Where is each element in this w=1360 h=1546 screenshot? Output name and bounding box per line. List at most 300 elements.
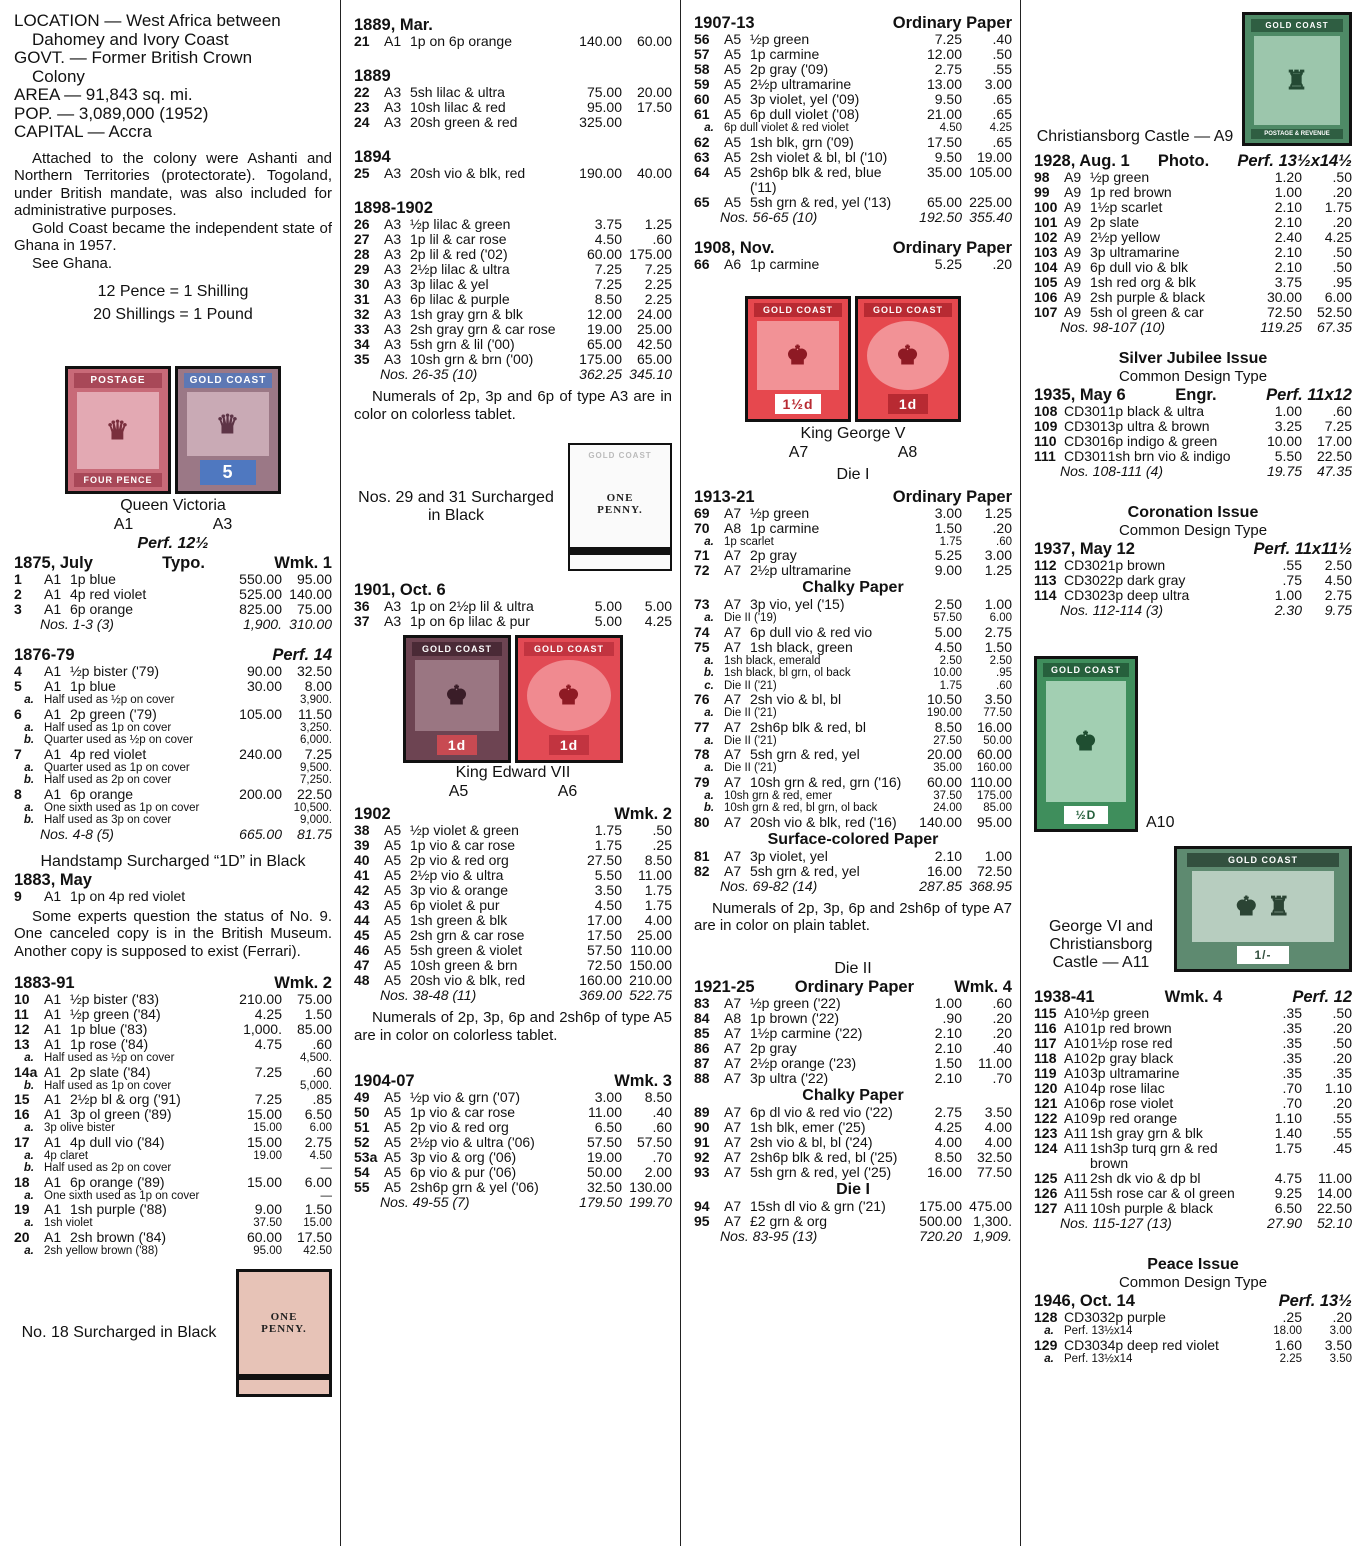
used-value: .40	[992, 1039, 1012, 1056]
variety-description: Half used as 1p on cover	[44, 721, 172, 734]
column-4	[1034, 0, 1352, 1546]
variety-description: 6p dull violet & red violet	[724, 122, 849, 134]
stamp-row	[1034, 245, 1352, 260]
unused-value: .35	[1282, 1050, 1302, 1066]
stamp-description: 2sh vio & bl, bl	[750, 691, 842, 707]
issue-header: 1901, Oct. 6	[354, 581, 446, 599]
stamp-row	[694, 165, 1012, 195]
used-value: 2.00	[644, 1164, 672, 1180]
column-2	[354, 0, 672, 1546]
unused-value: 37.50	[253, 1217, 282, 1229]
used-value: .20	[992, 255, 1012, 272]
stamp-table	[1034, 1006, 1352, 1231]
unused-value: 15.00	[246, 1133, 282, 1150]
stamp-description: 2p vio & red org	[410, 1119, 509, 1135]
unused-value: 8.50	[594, 291, 622, 307]
design-type: A3	[384, 321, 402, 337]
catalog-number: 95	[694, 1212, 710, 1229]
stamp-table	[1034, 404, 1352, 479]
variety-description: 1sh black, emerald	[724, 654, 821, 667]
used-value	[282, 889, 332, 904]
stamp-bottom-label: POSTAGE & REVENUE	[1251, 129, 1343, 139]
unused-value: 325.00	[579, 114, 622, 130]
design-type: A5	[384, 822, 402, 838]
unused-value: 1,000.	[243, 1021, 282, 1037]
unused-value: 5.25	[934, 547, 962, 563]
stamp-row	[354, 322, 672, 337]
used-value: .20	[1332, 214, 1352, 230]
catalog-number: a.	[1044, 1325, 1054, 1337]
unused-value: 4.25	[254, 1006, 282, 1022]
stamp-row	[1034, 305, 1352, 320]
design-type: A9	[1064, 229, 1082, 245]
used-value: 1.25	[644, 216, 672, 232]
stamp-description: 2p vio & red org	[410, 852, 509, 868]
catalog-number: a.	[24, 1217, 34, 1229]
catalog-number: 25	[354, 165, 370, 181]
issue-title: Coronation Issue	[1127, 504, 1259, 521]
stamp-row	[1034, 558, 1352, 573]
total-label: Nos. 49-55 (7)	[380, 1194, 470, 1210]
catalog-number: 18	[14, 1173, 30, 1190]
used-value: 6.50	[304, 1106, 332, 1122]
used-value: 81.75	[296, 825, 332, 842]
catalog-number: b.	[23, 734, 35, 746]
used-value: 60.00	[636, 33, 672, 49]
stamp-row	[1034, 1096, 1352, 1111]
catalog-number: 122	[1034, 1110, 1058, 1126]
stamp-description: 1p blue ('83)	[70, 1021, 148, 1037]
used-value: 42.50	[636, 336, 672, 352]
stamp-description: 20sh vio & blk, red	[410, 972, 526, 988]
design-type: CD302	[1064, 587, 1108, 603]
stamp-description: ½p vio & grn ('07)	[410, 1089, 521, 1105]
catalog-number: 124	[1034, 1140, 1058, 1156]
design-type: A1	[44, 1021, 62, 1037]
stamp-row	[14, 1022, 332, 1037]
stamp-table	[1034, 558, 1352, 618]
catalog-number: a.	[24, 801, 34, 814]
design-type: A7	[724, 813, 742, 830]
design-type: A7	[724, 862, 742, 879]
design-type: A7	[724, 1069, 742, 1086]
catalog-number: 123	[1034, 1125, 1058, 1141]
design-type: CD302	[1064, 557, 1108, 573]
variety-row	[14, 694, 332, 707]
variety-description: Die II ('21)	[724, 679, 777, 692]
unused-value: 30.00	[1266, 289, 1302, 305]
stamp-row	[14, 1037, 332, 1052]
unused-value: .75	[1282, 572, 1302, 588]
unused-value: 287.85	[919, 877, 962, 894]
stamp-row	[694, 77, 1012, 92]
design-type: A1	[44, 745, 62, 762]
stamp-table	[354, 823, 672, 1003]
stamp-image-a5	[403, 635, 511, 763]
design-type: A7	[724, 691, 742, 707]
catalog-number: 121	[1034, 1095, 1058, 1111]
stamp-row	[694, 1011, 1012, 1026]
unused-value: 7.25	[254, 1063, 282, 1080]
design-type: A10	[1064, 1065, 1089, 1081]
design-type: A7	[724, 638, 742, 655]
unused-value: 2.25	[1279, 1352, 1302, 1365]
design-type: A1	[44, 785, 62, 802]
used-value: 65.00	[636, 351, 672, 367]
catalog-number: 4	[14, 663, 22, 679]
catalog-number: 3	[14, 601, 22, 617]
variety-row	[694, 612, 1012, 625]
stamp-top-label: GOLD COAST	[184, 373, 272, 388]
variety-row	[14, 814, 332, 827]
catalog-number: 9	[14, 887, 22, 904]
unused-value: 37.50	[933, 789, 962, 802]
catalog-number: 37	[354, 613, 370, 629]
catalog-number: 2	[14, 586, 22, 602]
stamp-description: 1sh red org & blk	[1090, 274, 1196, 290]
design-type: A5	[384, 927, 402, 943]
stamp-row	[14, 1065, 332, 1080]
stamp-description: 2sh purple & black	[1090, 289, 1206, 305]
used-value: .20	[992, 519, 1012, 536]
stamp-row	[1034, 419, 1352, 434]
variety-row	[14, 734, 332, 747]
unused-value: 57.50	[586, 942, 622, 958]
note-paragraph: Numerals of 2p, 3p, 6p and 2sh6p of type A7 are in color on plain tablet.	[694, 899, 1012, 934]
used-value: 52.10	[1316, 1215, 1352, 1231]
stamp-description: 1p rose ('84)	[70, 1036, 149, 1052]
catalog-number: 114	[1034, 587, 1057, 603]
issue-title: Silver Jubilee Issue	[1118, 350, 1268, 367]
catalog-number: 49	[354, 1089, 370, 1105]
used-value: 22.50	[1316, 1200, 1352, 1216]
stamp-description: 10sh lilac & red	[410, 99, 506, 115]
design-type: A3	[384, 291, 402, 307]
stamp-row	[1034, 1171, 1352, 1186]
stamp-value: 1½d	[775, 394, 821, 414]
used-value: 2.25	[644, 276, 672, 292]
used-value: 11.00	[638, 867, 672, 883]
stamp-description: 1p carmine	[750, 255, 820, 272]
stamp-table	[354, 85, 672, 130]
stamp-row	[1034, 1201, 1352, 1216]
stamp-description: 2p gray black	[1090, 1050, 1174, 1066]
used-value: 110.00	[970, 773, 1012, 790]
stamp-description: 2sh6p blk & red, bl ('25)	[750, 1148, 898, 1165]
used-value: 77.50	[976, 1163, 1012, 1180]
design-type: A1	[44, 887, 62, 904]
stamp-table	[694, 849, 1012, 894]
used-value: .60	[1332, 403, 1352, 419]
unused-value: 17.50	[586, 927, 622, 943]
stamp-description: 1p on 6p orange	[410, 33, 512, 49]
stamp-description: 6p indigo & green	[1107, 433, 1218, 449]
king-portrait-icon: ♚	[415, 660, 499, 731]
stamp-description: 1sh gray grn & blk	[410, 306, 523, 322]
variety-description: Die II ('21)	[724, 734, 777, 747]
stamp-row	[354, 853, 672, 868]
note-paragraph: Some experts question the status of No. 9. One canceled copy is in the British Museum. Another copy is supposed to exist (Ferrari).	[14, 907, 332, 960]
design-type: A3	[384, 114, 402, 130]
used-value: 4.50	[1324, 572, 1352, 588]
stamp-description: 1sh green & blk	[410, 912, 508, 928]
unused-value: 140.00	[579, 33, 622, 49]
catalog-number: 85	[694, 1024, 710, 1041]
issue-header: 1921-25 Ordinary Paper Wmk. 4	[694, 977, 1012, 996]
variety-description: Quarter used as 1p on cover	[44, 761, 190, 774]
design-type: A9	[1064, 244, 1082, 260]
stamp-row	[694, 597, 1012, 612]
catalog-number: 115	[1034, 1005, 1057, 1021]
used-value: .65	[992, 91, 1012, 107]
stamp-image-a1	[65, 366, 171, 494]
issue-header: 1883-91 Wmk. 2	[14, 974, 332, 992]
country-info-line: GOVT. — Former British Crown	[14, 48, 253, 67]
design-type: A9	[1064, 214, 1082, 230]
design-type: A3	[384, 336, 402, 352]
total-row	[1034, 603, 1352, 618]
design-type: A7	[724, 1024, 742, 1041]
stamp-description: 2p slate	[1090, 214, 1140, 230]
stamp-row	[1034, 275, 1352, 290]
used-value: 2.50	[1324, 557, 1352, 573]
design-type: A5	[724, 61, 742, 77]
used-value: 355.40	[969, 208, 1012, 225]
design-type: A3	[384, 351, 402, 367]
design-type: A9	[1064, 169, 1082, 185]
catalog-number: 26	[354, 216, 370, 232]
stamp-row	[694, 1150, 1012, 1165]
king-portrait-icon: ♚	[1046, 681, 1126, 802]
used-value: 4.25	[644, 613, 672, 629]
used-value: 1.50	[304, 1006, 332, 1022]
unused-value: .25	[1282, 1309, 1302, 1325]
catalog-number: 87	[694, 1054, 710, 1071]
unused-value: 4.50	[934, 638, 962, 655]
used-value: 6.00	[1324, 289, 1352, 305]
catalog-number: a.	[704, 707, 714, 719]
issue-subtitle: Common Design Type	[1118, 522, 1268, 539]
catalog-number: 71	[694, 547, 710, 563]
catalog-number: 66	[694, 255, 710, 272]
stamp-row	[694, 692, 1012, 707]
stamp-description: 20sh vio & blk, red	[410, 165, 526, 181]
design-type: A11	[1064, 1185, 1088, 1201]
catalog-number: 48	[354, 972, 370, 988]
used-value: 6.00	[989, 612, 1012, 624]
king-portrait-icon: ♚	[757, 321, 839, 390]
catalog-number: a.	[24, 1189, 34, 1202]
catalog-number: 23	[354, 99, 370, 115]
design-type: A9	[1064, 304, 1082, 320]
unused-value: 2.10	[1274, 214, 1302, 230]
used-value: 14.00	[1316, 1185, 1352, 1201]
catalog-number: 99	[1034, 184, 1050, 200]
stamp-top-label: GOLD COAST	[1187, 853, 1338, 867]
total-label: Nos. 112-114 (3)	[1060, 602, 1163, 618]
used-value: 72.50	[976, 862, 1012, 879]
design-type: A7	[724, 547, 742, 563]
catalog-number: 45	[354, 927, 370, 943]
issue-header: 1875, July Typo. Wmk. 1	[14, 554, 332, 572]
type-label: A5	[448, 783, 469, 800]
total-label: Nos. 108-111 (4)	[1060, 463, 1163, 479]
variety-description: Perf. 13½x14	[1064, 1352, 1133, 1365]
design-type: CD302	[1064, 572, 1108, 588]
design-type: A5	[384, 957, 402, 973]
design-type: A3	[384, 165, 402, 181]
unused-value: 17.50	[926, 133, 962, 150]
unused-value: 5.50	[1274, 448, 1302, 464]
stamp-top-label: GOLD COAST	[1251, 19, 1343, 32]
stamp-description: ½p bister ('79)	[70, 663, 160, 679]
stamp-row	[1034, 573, 1352, 588]
design-type: A1	[44, 571, 62, 587]
stamp-row	[694, 107, 1012, 122]
stamp-description: 1p red brown	[1090, 184, 1172, 200]
unused-value: 5.00	[594, 598, 622, 614]
unused-value: 500.00	[919, 1212, 962, 1229]
stamp-row	[694, 1135, 1012, 1150]
unused-value: 1.50	[934, 1054, 962, 1071]
stamp-row	[694, 563, 1012, 578]
used-value: .20	[992, 1024, 1012, 1041]
variety-row	[694, 536, 1012, 549]
unused-value: 19.00	[586, 321, 622, 337]
stamp-row	[694, 1120, 1012, 1135]
stamp-row	[694, 150, 1012, 165]
stamp-row	[694, 996, 1012, 1011]
used-value: 1.75	[644, 882, 672, 898]
stamp-description: 2sh6p grn & yel ('06)	[410, 1179, 539, 1195]
stamp-row	[354, 85, 672, 100]
stamp-description: 2p slate ('84)	[70, 1063, 151, 1080]
design-type: A5	[384, 867, 402, 883]
design-type: A7	[724, 504, 742, 521]
unused-value: 2.10	[1274, 244, 1302, 260]
used-value: 1.75	[1324, 199, 1352, 215]
stamp-description: 1sh black, green	[750, 638, 853, 655]
stamp-row	[694, 521, 1012, 536]
stamp-description: 2p purple	[1107, 1309, 1166, 1325]
unused-value: 4.50	[594, 231, 622, 247]
stamp-row	[1034, 1310, 1352, 1325]
catalog-number: 106	[1034, 289, 1058, 305]
design-type: A1	[44, 1228, 62, 1245]
stamp-table	[354, 599, 672, 629]
issue-subtitle: Common Design Type	[1118, 1274, 1268, 1291]
stamp-row	[14, 707, 332, 722]
unused-value: 3.00	[934, 504, 962, 521]
stamp-value: 1d	[437, 735, 478, 755]
issue-header: 1889	[354, 67, 391, 85]
catalog-number: 52	[354, 1134, 370, 1150]
stamp-row	[694, 62, 1012, 77]
stamp-row	[694, 92, 1012, 107]
stamp-row	[354, 247, 672, 262]
variety-description: 4p claret	[44, 1149, 89, 1162]
unused-value: 160.00	[579, 972, 622, 988]
stamp-row	[354, 1165, 672, 1180]
used-value: 20.00	[636, 84, 672, 100]
catalog-number: 15	[14, 1091, 30, 1107]
intro-paragraph: Attached to the colony were Ashanti and Northern Territories (protectorate). Togoland, under British mandate, was also included for administrative purposes.	[14, 149, 332, 219]
unused-value: 2.10	[1274, 199, 1302, 215]
stamp-row	[14, 679, 332, 694]
design-type: CD303	[1064, 1309, 1108, 1325]
stamp-row	[14, 1107, 332, 1122]
issue-header: 1907-13 Ordinary Paper	[694, 14, 1012, 32]
used-value: .95	[1332, 274, 1352, 290]
issue-header: 1876-79 Perf. 14	[14, 646, 332, 664]
design-type: A5	[724, 106, 742, 122]
design-type: A3	[384, 261, 402, 277]
stamp-description: 1sh purple ('88)	[70, 1201, 167, 1217]
stamp-row	[354, 232, 672, 247]
unused-value: 7.25	[254, 1091, 282, 1107]
design-type: A7	[724, 1103, 742, 1120]
total-row	[354, 1195, 672, 1210]
design-type: CD301	[1064, 433, 1108, 449]
variety-row	[694, 680, 1012, 693]
stamp-row	[1034, 1036, 1352, 1051]
stamp-description: 6p violet & pur	[410, 897, 500, 913]
stamp-description: 4p red violet	[70, 745, 147, 762]
total-label: Nos. 56-65 (10)	[720, 208, 818, 225]
total-row	[354, 988, 672, 1003]
catalog-number: 88	[694, 1069, 710, 1086]
stamp-row	[1034, 1006, 1352, 1021]
total-label: Nos. 38-48 (11)	[380, 987, 477, 1003]
unused-value: 362.25	[579, 366, 622, 382]
stamp-row	[694, 640, 1012, 655]
unused-value: 10.00	[933, 667, 962, 679]
stamp-row	[354, 337, 672, 352]
used-value: 95.00	[976, 813, 1012, 830]
design-type: A5	[384, 972, 402, 988]
used-value: 6,000.	[300, 734, 332, 746]
used-value: .45	[1332, 1140, 1352, 1156]
unused-value: 825.00	[239, 601, 282, 617]
catalog-number: 57	[694, 46, 710, 62]
stamp-description: 6p orange	[70, 601, 134, 617]
design-type: CD301	[1064, 403, 1108, 419]
stamp-description: ½p green ('84)	[70, 1006, 161, 1022]
used-value: 4.00	[644, 912, 672, 928]
used-value: .50	[1332, 244, 1352, 260]
stamp-description: 2½p bl & org ('91)	[70, 1091, 181, 1107]
used-value: 2.75	[984, 623, 1012, 640]
unused-value: 8.50	[934, 718, 962, 735]
catalog-number: 7	[14, 745, 22, 762]
used-value: .60	[992, 994, 1012, 1011]
used-value: 3.50	[1329, 1352, 1352, 1365]
stamp-row	[14, 1175, 332, 1190]
stamp-row	[354, 838, 672, 853]
variety-description: One sixth used as 1p on cover	[44, 1189, 200, 1202]
stamp-row	[1034, 230, 1352, 245]
king-portrait-icon: ♚	[867, 321, 949, 390]
variety-description: Die II ('21)	[724, 762, 777, 774]
design-type: A7	[724, 1163, 742, 1180]
variety-description: 1sh black, bl grn, ol back	[724, 667, 851, 679]
used-value: 15.00	[303, 1217, 332, 1229]
unused-value: 35.00	[926, 163, 962, 180]
queen-portrait-icon: ♛	[77, 392, 159, 469]
stamp-table	[14, 664, 332, 842]
catalog-number: 78	[694, 746, 710, 762]
stamp-value: ½D	[1064, 806, 1107, 824]
